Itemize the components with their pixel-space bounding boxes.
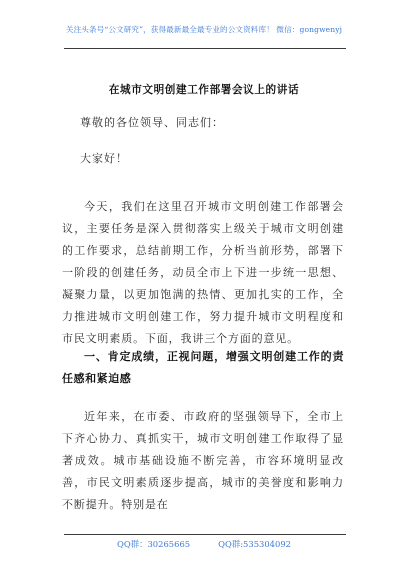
footer-divider [64, 534, 346, 535]
header-banner: 关注头条号“公文研究”，获得最新最全最专业的公文资料库！ 微信：gongwenyj [65, 25, 343, 34]
footer [0, 538, 408, 550]
footer-qq-group-2: QQ群:535304092 [218, 539, 291, 549]
intro-paragraph: 今天，我们在这里召开城市文明创建工作部署会议，主要任务是深入贯彻落实上级关于城市文明创建的工作要求，总结前期工作，分析当前形势，部署下一阶段的创建任务，动员全市上下进一步统一思想、凝聚力量，以更加饱满的热情、更加扎实的工作，全力推进城市文明创建工作，努力提升城市文明程度和市民文明素质。下面，我讲三个方面的意见。 [62, 200, 344, 345]
footer-qq-group-1: QQ群：30265665 [117, 539, 191, 549]
document-title: 在城市文明创建工作部署会议上的讲话 [108, 84, 300, 96]
section-heading: 一、肯定成绩，正视问题，增强文明创建工作的责任感和紧迫感 [62, 350, 344, 385]
greeting: 大家好！ [80, 152, 128, 165]
salutation: 尊敬的各位领导、同志们： [80, 116, 224, 129]
body-paragraph: 近年来，在市委、市政府的坚强领导下，全市上下齐心协力、真抓实干，城市文明创建工作取得了显著成效。城市基础设施不断完善，市容环境明显改善，市民文明素质逐步提高，城市的美誉度和影响力不断提升。特别是在 [62, 410, 344, 511]
header-divider [64, 48, 346, 49]
